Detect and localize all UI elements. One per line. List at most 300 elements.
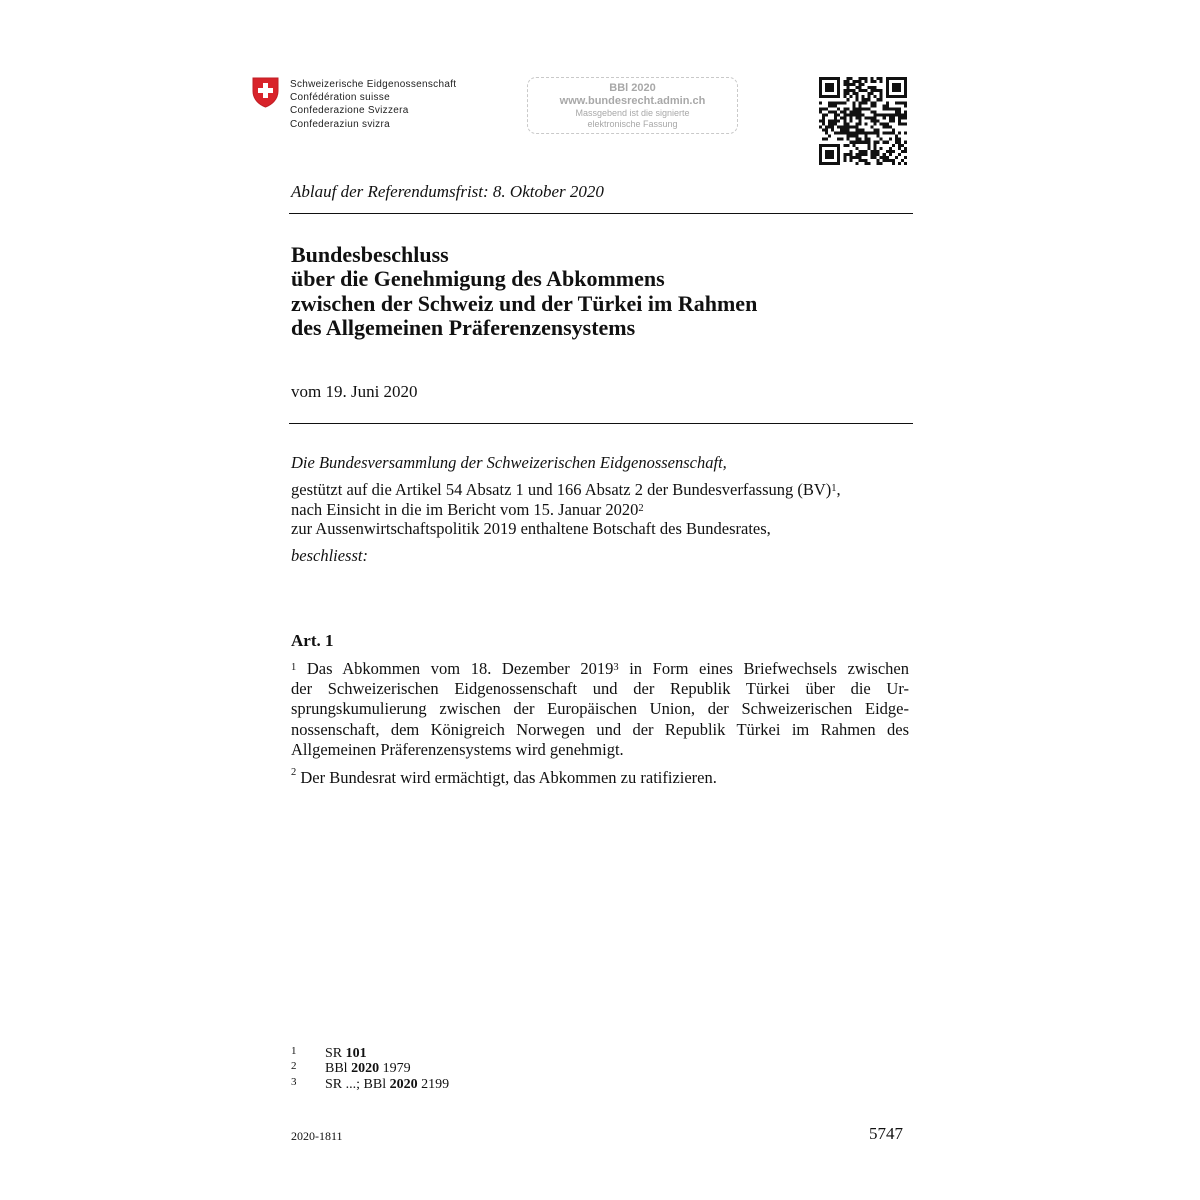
footnote-text: BBl	[325, 1061, 352, 1077]
paragraph-number: 2	[291, 767, 297, 778]
qr-module	[855, 98, 858, 101]
qr-module	[904, 110, 907, 113]
qr-module	[858, 159, 861, 162]
qr-module	[846, 132, 849, 135]
qr-module	[825, 95, 828, 98]
qr-module	[895, 135, 898, 138]
qr-module	[892, 95, 895, 98]
qr-module	[831, 110, 834, 113]
qr-module	[837, 83, 840, 86]
qr-module	[874, 153, 877, 156]
qr-module	[898, 153, 901, 156]
document-number: 2020-1811	[291, 1129, 343, 1143]
qr-module	[855, 113, 858, 116]
qr-module	[865, 101, 868, 104]
qr-module	[868, 107, 871, 110]
qr-module	[855, 126, 858, 129]
qr-module	[852, 132, 855, 135]
qr-module	[895, 138, 898, 141]
qr-module	[904, 80, 907, 83]
qr-module	[852, 156, 855, 159]
qr-module	[861, 83, 864, 86]
qr-module	[898, 116, 901, 119]
qr-module	[849, 110, 852, 113]
qr-module	[874, 110, 877, 113]
qr-module	[819, 95, 822, 98]
qr-module	[901, 77, 904, 80]
footnote-text: SR ...; BBl	[325, 1076, 390, 1092]
qr-module	[865, 138, 868, 141]
qr-module	[831, 89, 834, 92]
qr-module	[861, 113, 864, 116]
qr-module	[843, 119, 846, 122]
qr-module	[846, 113, 849, 116]
qr-module	[877, 89, 880, 92]
qr-module	[874, 150, 877, 153]
qr-module	[834, 144, 837, 147]
paragraph-line	[291, 659, 909, 679]
qr-module	[855, 123, 858, 126]
qr-module	[892, 77, 895, 80]
qr-module	[868, 132, 871, 135]
qr-module	[852, 80, 855, 83]
qr-module	[852, 113, 855, 116]
qr-module	[825, 89, 828, 92]
qr-module	[837, 150, 840, 153]
qr-module	[886, 86, 889, 89]
assembly-line: Die Bundesversammlung der Schweizerischen Eidgenossenschaft,	[291, 453, 727, 472]
qr-module	[874, 101, 877, 104]
qr-module	[858, 116, 861, 119]
qr-module	[865, 89, 868, 92]
qr-module	[904, 116, 907, 119]
qr-module	[886, 150, 889, 153]
qr-module	[828, 119, 831, 122]
qr-module	[828, 104, 831, 107]
qr-module	[852, 126, 855, 129]
qr-module	[889, 95, 892, 98]
qr-module	[892, 89, 895, 92]
qr-module	[871, 104, 874, 107]
qr-module	[892, 150, 895, 153]
preamble-line2-text: nach Einsicht in die im Bericht vom 15. Januar 2020	[291, 499, 639, 519]
qr-module	[843, 144, 846, 147]
qr-module	[883, 126, 886, 129]
qr-module	[846, 138, 849, 141]
qr-module	[874, 95, 877, 98]
qr-module	[822, 116, 825, 119]
qr-module	[880, 77, 883, 80]
qr-module	[868, 147, 871, 150]
qr-module	[886, 113, 889, 116]
qr-module	[892, 83, 895, 86]
qr-module	[889, 159, 892, 162]
qr-module	[825, 77, 828, 80]
qr-module	[849, 95, 852, 98]
qr-module	[855, 147, 858, 150]
qr-module	[904, 147, 907, 150]
qr-module	[861, 159, 864, 162]
qr-module	[871, 126, 874, 129]
qr-module	[865, 98, 868, 101]
qr-module	[874, 156, 877, 159]
qr-module	[904, 162, 907, 165]
qr-module	[901, 101, 904, 104]
qr-module	[825, 153, 828, 156]
qr-module	[819, 83, 822, 86]
qr-module	[880, 162, 883, 165]
preamble-line3: zur Aussenwirtschaftspolitik 2019 enthaltene Botschaft des Bundesrates,	[291, 519, 771, 538]
footnote-bold: 2020	[389, 1076, 418, 1092]
qr-module	[834, 104, 837, 107]
qr-module	[849, 153, 852, 156]
qr-module	[901, 144, 904, 147]
qr-module	[849, 150, 852, 153]
qr-module	[837, 144, 840, 147]
qr-module	[852, 107, 855, 110]
qr-module	[886, 126, 889, 129]
qr-module	[858, 129, 861, 132]
qr-module	[868, 162, 871, 165]
qr-module	[822, 123, 825, 126]
qr-module	[883, 141, 886, 144]
qr-module	[874, 129, 877, 132]
qr-module	[843, 89, 846, 92]
qr-module	[828, 126, 831, 129]
title-line: des Allgemeinen Präferenzensystems	[291, 315, 636, 341]
qr-module	[874, 147, 877, 150]
qr-module	[819, 162, 822, 165]
qr-module	[858, 89, 861, 92]
qr-module	[895, 89, 898, 92]
qr-module	[858, 77, 861, 80]
qr-module	[880, 80, 883, 83]
qr-module	[868, 86, 871, 89]
qr-module	[904, 104, 907, 107]
qr-module	[880, 95, 883, 98]
qr-module	[843, 80, 846, 83]
qr-module	[837, 101, 840, 104]
qr-module	[886, 83, 889, 86]
qr-module	[904, 150, 907, 153]
qr-module	[846, 123, 849, 126]
qr-module	[880, 98, 883, 101]
qr-module	[837, 86, 840, 89]
qr-module	[828, 150, 831, 153]
qr-module	[861, 77, 864, 80]
qr-module	[855, 110, 858, 113]
qr-module	[904, 95, 907, 98]
footnote-bold: 101	[345, 1046, 367, 1061]
qr-module	[898, 123, 901, 126]
qr-module	[828, 77, 831, 80]
qr-module	[889, 138, 892, 141]
qr-module	[846, 98, 849, 101]
qr-module	[883, 132, 886, 135]
qr-module	[889, 119, 892, 122]
qr-module	[895, 107, 898, 110]
qr-module	[868, 95, 871, 98]
qr-module	[868, 138, 871, 141]
qr-module	[852, 144, 855, 147]
qr-module	[819, 80, 822, 83]
qr-module	[840, 129, 843, 132]
qr-module	[831, 119, 834, 122]
qr-module	[886, 95, 889, 98]
qr-module	[837, 138, 840, 141]
qr-module	[837, 126, 840, 129]
qr-module	[865, 116, 868, 119]
qr-module	[843, 126, 846, 129]
qr-module	[861, 95, 864, 98]
qr-module	[849, 126, 852, 129]
article-paragraph-1	[291, 659, 909, 760]
qr-module	[886, 77, 889, 80]
qr-module	[874, 123, 877, 126]
qr-module	[898, 101, 901, 104]
qr-module	[828, 162, 831, 165]
qr-module	[895, 110, 898, 113]
qr-module	[840, 101, 843, 104]
qr-module	[877, 141, 880, 144]
qr-module	[889, 116, 892, 119]
qr-module	[822, 162, 825, 165]
qr-module	[861, 107, 864, 110]
qr-module	[825, 86, 828, 89]
qr-module	[874, 144, 877, 147]
footnote	[291, 1046, 449, 1061]
qr-module	[889, 107, 892, 110]
qr-module	[861, 141, 864, 144]
qr-module	[843, 159, 846, 162]
footnote-ref-2[interactable]: 2	[638, 502, 644, 514]
qr-module	[865, 150, 868, 153]
qr-module	[871, 150, 874, 153]
qr-module	[874, 119, 877, 122]
qr-module	[871, 92, 874, 95]
qr-module	[898, 162, 901, 165]
qr-module	[874, 116, 877, 119]
qr-module	[901, 150, 904, 153]
footnote-text: 2199	[417, 1076, 450, 1092]
qr-module	[877, 98, 880, 101]
qr-module	[858, 110, 861, 113]
qr-module	[880, 92, 883, 95]
article-heading: Art. 1	[291, 631, 334, 650]
qr-module	[865, 80, 868, 83]
qr-module	[904, 89, 907, 92]
qr-module	[895, 77, 898, 80]
qr-module	[834, 113, 837, 116]
qr-module	[886, 101, 889, 104]
qr-module	[901, 95, 904, 98]
qr-module	[904, 132, 907, 135]
qr-module	[858, 132, 861, 135]
qr-module	[895, 141, 898, 144]
qr-module	[865, 141, 868, 144]
qr-module	[831, 129, 834, 132]
qr-module	[843, 153, 846, 156]
qr-module	[846, 153, 849, 156]
qr-module	[825, 132, 828, 135]
qr-module	[858, 150, 861, 153]
qr-module	[865, 153, 868, 156]
qr-module	[822, 113, 825, 116]
qr-module	[831, 123, 834, 126]
qr-module	[843, 129, 846, 132]
footnotes	[291, 1046, 449, 1092]
qr-module	[901, 113, 904, 116]
footnote-ref-1[interactable]: 1	[831, 483, 837, 494]
qr-module	[831, 162, 834, 165]
paragraph-text: Das Abkommen vom 18. Dezember 2019	[296, 659, 614, 678]
qr-module	[861, 98, 864, 101]
qr-module	[861, 153, 864, 156]
confed-name-de: Schweizerische Eidgenossenschaft	[290, 79, 457, 90]
qr-module	[825, 107, 828, 110]
qr-module	[846, 83, 849, 86]
resolution-verb: beschliesst:	[291, 546, 368, 565]
qr-module	[846, 77, 849, 80]
qr-module	[834, 119, 837, 122]
qr-module	[840, 116, 843, 119]
qr-module	[846, 86, 849, 89]
qr-module	[819, 89, 822, 92]
title-line: über die Genehmigung des Abkommens	[291, 266, 665, 292]
qr-module	[828, 89, 831, 92]
qr-module	[898, 138, 901, 141]
qr-module	[898, 147, 901, 150]
page-number: 5747	[869, 1124, 903, 1143]
qr-module	[846, 92, 849, 95]
qr-module	[858, 153, 861, 156]
qr-module	[901, 159, 904, 162]
qr-module	[865, 132, 868, 135]
paragraph-text: Der Bundesrat wird ermächtigt, das Abkommen zu ratifizieren.	[296, 768, 717, 787]
qr-module	[883, 104, 886, 107]
qr-module	[855, 80, 858, 83]
qr-module	[886, 104, 889, 107]
qr-module	[880, 113, 883, 116]
qr-module	[892, 86, 895, 89]
article-paragraph-2	[291, 768, 717, 788]
qr-module	[825, 83, 828, 86]
paragraph-line: nossenschaft, dem Königreich Norwegen und der Republik Türkei im Rahmen des	[291, 719, 909, 739]
qr-module	[834, 110, 837, 113]
bbl-box-note1: Massgebend ist die signierte	[575, 108, 690, 118]
qr-module	[874, 113, 877, 116]
footnote-text: 1979	[379, 1061, 411, 1077]
qr-module	[871, 110, 874, 113]
qr-module	[828, 156, 831, 159]
qr-module	[834, 162, 837, 165]
confed-name-it: Confederazione Svizzera	[290, 105, 409, 117]
qr-module	[865, 123, 868, 126]
qr-module	[880, 123, 883, 126]
qr-module	[855, 95, 858, 98]
qr-module	[861, 129, 864, 132]
qr-module	[843, 83, 846, 86]
qr-module	[819, 150, 822, 153]
qr-module	[883, 123, 886, 126]
qr-module	[892, 113, 895, 116]
qr-module	[843, 101, 846, 104]
qr-module	[837, 132, 840, 135]
qr-code-icon	[819, 77, 907, 165]
qr-module	[901, 116, 904, 119]
qr-module	[843, 92, 846, 95]
divider-top	[289, 213, 913, 214]
qr-module	[843, 116, 846, 119]
qr-module	[831, 156, 834, 159]
qr-module	[828, 153, 831, 156]
qr-module	[865, 77, 868, 80]
footnote-ref-3[interactable]: 3	[613, 662, 619, 673]
qr-module	[828, 95, 831, 98]
qr-module	[834, 95, 837, 98]
qr-module	[861, 101, 864, 104]
qr-module	[874, 141, 877, 144]
qr-module	[819, 77, 822, 80]
qr-module	[825, 150, 828, 153]
qr-module	[846, 135, 849, 138]
qr-module	[895, 95, 898, 98]
swiss-coat-of-arms-icon	[252, 77, 279, 108]
qr-module	[843, 132, 846, 135]
qr-module	[852, 101, 855, 104]
qr-module	[880, 156, 883, 159]
qr-module	[871, 153, 874, 156]
qr-module	[852, 104, 855, 107]
qr-module	[861, 132, 864, 135]
qr-module	[825, 126, 828, 129]
qr-module	[877, 153, 880, 156]
qr-module	[855, 107, 858, 110]
qr-module	[822, 129, 825, 132]
paragraph-text: in Form eines Briefwechsels zwischen	[618, 659, 910, 678]
qr-module	[871, 116, 874, 119]
qr-module	[871, 156, 874, 159]
qr-module	[855, 141, 858, 144]
qr-module	[901, 123, 904, 126]
footnote-number: 1	[291, 1045, 297, 1057]
qr-module	[825, 129, 828, 132]
qr-module	[898, 83, 901, 86]
qr-module	[846, 107, 849, 110]
qr-module	[889, 150, 892, 153]
qr-module	[898, 89, 901, 92]
qr-module	[889, 77, 892, 80]
qr-module	[898, 113, 901, 116]
qr-module	[846, 126, 849, 129]
qr-module	[819, 101, 822, 104]
footnote-number: 3	[291, 1075, 297, 1088]
footnote	[291, 1061, 449, 1076]
qr-module	[846, 144, 849, 147]
qr-module	[819, 147, 822, 150]
qr-module	[849, 77, 852, 80]
qr-module	[883, 153, 886, 156]
qr-module	[892, 159, 895, 162]
page-title	[291, 243, 757, 341]
qr-module	[858, 119, 861, 122]
qr-module	[855, 129, 858, 132]
qr-module	[877, 129, 880, 132]
preamble-line2	[291, 500, 841, 520]
qr-module	[831, 86, 834, 89]
qr-module	[819, 92, 822, 95]
qr-module	[828, 123, 831, 126]
